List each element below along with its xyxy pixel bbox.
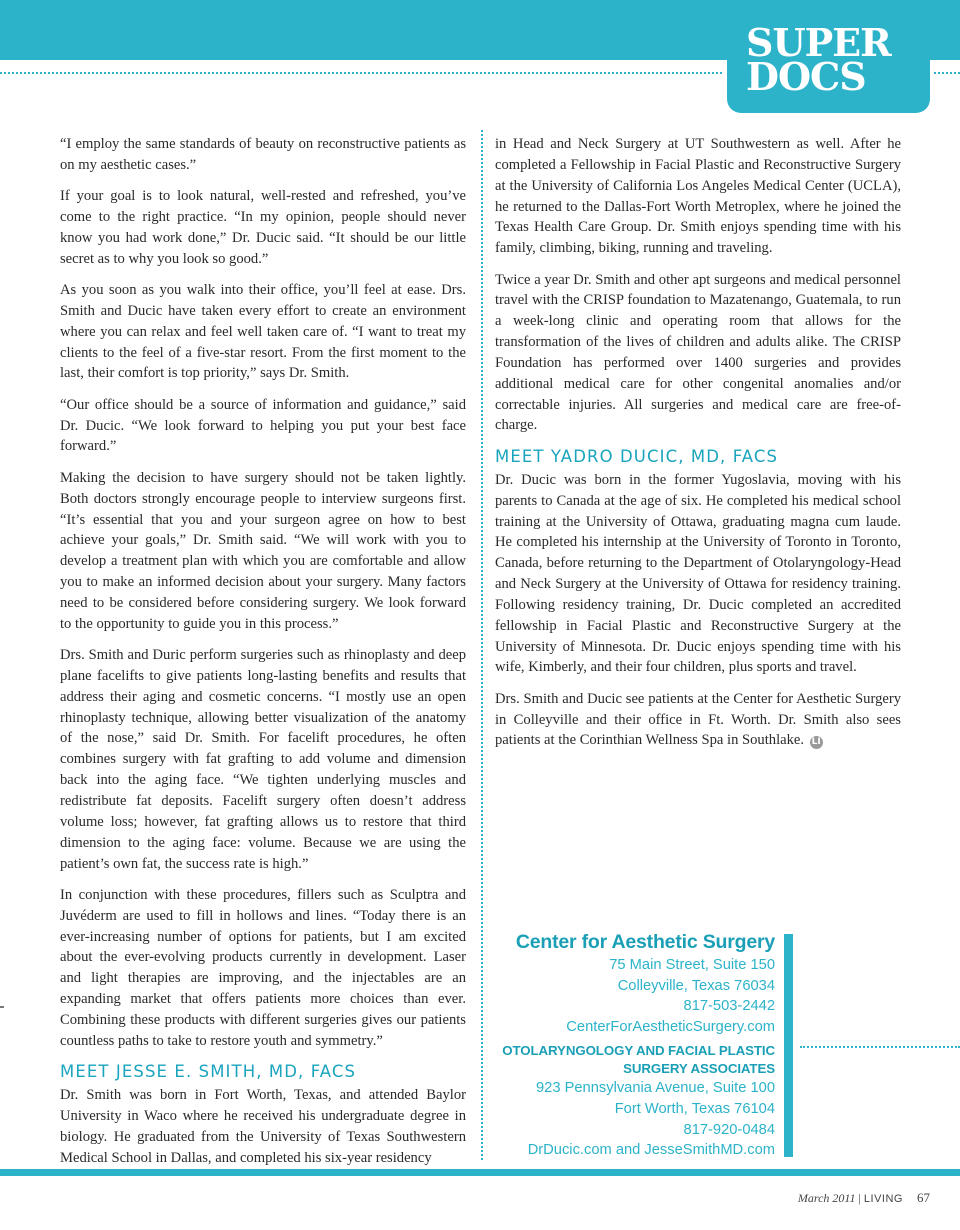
- paragraph-text: “I employ the same standards of beauty on reconstructive patients as on my aesthetic cases.”: [60, 136, 466, 173]
- margin-tick: [0, 1006, 4, 1008]
- footer-section: LIVING: [863, 1193, 903, 1205]
- paragraph-text: In conjunction with these procedures, fillers such as Sculptra and Juvéderm are used to fill in hollows and lines. “Today there is an ever-increasing number of options for patients, but I am excited about the ever-evolving products currently in development. Laser and light therapies are improving, and the injectables are an expanding market that offers patients more choices than ever. Combining these products with different surgeries gives our patients countless paths to take to restore youth and symmetry.”: [60, 886, 466, 1049]
- heading-text: MEET JESSE E. SMITH, MD, FACS: [60, 1062, 357, 1082]
- contact-box: [475, 930, 775, 1161]
- page-number: 67: [917, 1190, 930, 1205]
- practice1-name: Center for Aesthetic Surgery: [515, 931, 775, 953]
- article-paragraph: [495, 470, 901, 678]
- paragraph-text: Dr. Ducic was born in the former Yugoslavia, moving with his parents to Canada at the age of six. He completed his medical school training at the University of Ottawa, graduating magna cum laude. He completed his internship at the University of Toronto in Toronto, Canada, before returning to the Department of Otolaryngology-Head and Neck Surgery at the University of Ottawa for residency training. Following residency training, Dr. Ducic completed an accredited fellowship in Facial Plastic and Reconstructive Surgery at the University of Minnesota. Dr. Ducic enjoys spending time with his wife, Kimberly, and their four children, plus sports and travel.: [495, 471, 901, 676]
- paragraph-text: Drs. Smith and Duric perform surgeries such as rhinoplasty and deep plane facelifts to give patients long-lasting benefits and results that address their aging and cosmetic concerns. “I mostly use an open rhinoplasty technique, allowing better visualization of the anatomy of the nose,” said Dr. Smith. For facelift procedures, he often combines surgery with fat grafting to add volume and dimension back into the aging face. “We tighten underlying muscles and redistribute fat deposits. Facelift surgery often doesn’t address volume loss; however, fat grafting allows us to restore that third dimension to the aging face: volume. Because we are using the patient’s own fat, the success rate is high.”: [60, 647, 466, 872]
- paragraph-text: Drs. Smith and Ducic see patients at the Center for Aesthetic Surgery in Colleyville and their office in Ft. Worth. Dr. Smith also sees patients at the Corinthian Wellness Spa in Southlake.: [495, 690, 901, 749]
- paragraph-text: Making the decision to have surgery should not be taken lightly. Both doctors strongly encourage people to interview surgeons first. “It’s essential that you and your surgeon agree on how to best achieve your goals,” Dr. Smith said. “We will work with you to develop a treatment plan with which you are comfortable and allow you to make an informed decision about your surgery. Many factors need to be considered before considering surgery. We look forward to the opportunity to guide you in this process.”: [60, 469, 466, 632]
- practice1-address: 75 Main Street, Suite 150: [609, 957, 775, 973]
- section-heading: [60, 1062, 466, 1082]
- practice2-city: Fort Worth, Texas 76104: [614, 1100, 775, 1117]
- paragraph-text: in Head and Neck Surgery at UT Southwestern as well. After he completed a Fellowship in Facial Plastic and Reconstructive Surgery at the University of California Los Angeles Medical Center (UCLA), he returned to the Dallas-Fort Worth Metroplex, where he joined the Texas Health Care Group. Dr. Smith enjoys spending time with his family, climbing, biking, running and traveling.: [495, 136, 901, 257]
- article-paragraph: [495, 689, 901, 752]
- paragraph-text: Dr. Smith was born in Fort Worth, Texas, and attended Baylor University in Waco where he received his undergraduate degree in biology. He graduated from the University of Texas Southwestern Medical School in Dallas, and completed his six-year residency: [60, 1087, 466, 1166]
- practice1-website: CenterForAestheticSurgery.com: [566, 1018, 775, 1035]
- article-right-column: [495, 134, 901, 762]
- top-dotted-rule: [0, 72, 722, 74]
- practice2-phone: 817-920-0484: [683, 1121, 775, 1138]
- badge-line-1: SUPER: [746, 20, 891, 65]
- paragraph-text: Twice a year Dr. Smith and other apt surgeons and medical personnel travel with the CRISP foundation to Mazatenango, Guatemala, to run a week-long clinic and operating room that allows for the transformation of the lives of children and adults alike. The CRISP Foundation has performed over 1400 surgeries and provides additional medical care for other congenital anomalies and/or correctable injuries. All surgeries and medical care are free-of-charge.: [495, 271, 901, 434]
- article-left-column: [60, 134, 466, 1179]
- article-paragraph: [60, 134, 466, 176]
- practice2-website: DrDucic.com and JesseSmithMD.com: [527, 1142, 775, 1159]
- article-paragraph: [60, 395, 466, 458]
- article-paragraph: [60, 1085, 466, 1168]
- section-heading: [495, 447, 901, 467]
- heading-text: MEET YADRO DUCIC, MD, FACS: [495, 446, 779, 466]
- article-paragraph: [60, 885, 466, 1052]
- article-paragraph: [60, 645, 466, 874]
- bottom-color-band: [0, 1169, 960, 1176]
- end-of-article-icon: LI: [811, 737, 821, 748]
- practice2-name-line2: SURGERY ASSOCIATES: [623, 1061, 775, 1077]
- top-dotted-rule-right: [934, 72, 960, 74]
- article-paragraph: [495, 270, 901, 437]
- article-paragraph: [495, 134, 901, 259]
- practice1-phone: 817-503-2442: [683, 998, 775, 1015]
- paragraph-text: If your goal is to look natural, well-rested and refreshed, you’ve come to the right practice. “In my opinion, people should never know you had work done,” Dr. Ducic said. “It should be our little secret as to why you look so good.”: [60, 188, 466, 267]
- contact-dotted-rule: [800, 1046, 960, 1048]
- article-paragraph: [60, 280, 466, 384]
- badge-line-2: DOCS: [746, 54, 866, 99]
- article-paragraph: [60, 468, 466, 635]
- footer-separator: |: [858, 1191, 861, 1205]
- article-paragraph: [60, 186, 466, 269]
- page-footer: [798, 1190, 930, 1206]
- practice1-city: Colleyville, Texas 76034: [617, 977, 775, 994]
- paragraph-text: “Our office should be a source of information and guidance,” said Dr. Ducic. “We look forward to helping you put your best face forward.”: [60, 396, 466, 455]
- paragraph-text: As you soon as you walk into their office, you’ll feel at ease. Drs. Smith and Ducic have taken every effort to create an environment where you can relax and feel well taken care of. “I want to treat my clients to the feel of a five-star resort. From the first moment to the last, their comfort is top priority,” says Dr. Smith.: [60, 282, 466, 382]
- footer-date: March 2011: [797, 1191, 856, 1205]
- contact-accent-bar: [784, 934, 793, 1157]
- practice2-name-line1: OTOLARYNGOLOGY AND FACIAL PLASTIC: [502, 1043, 775, 1059]
- practice2-address: 923 Pennsylvania Avenue, Suite 100: [536, 1080, 775, 1097]
- super-docs-badge: [727, 14, 930, 113]
